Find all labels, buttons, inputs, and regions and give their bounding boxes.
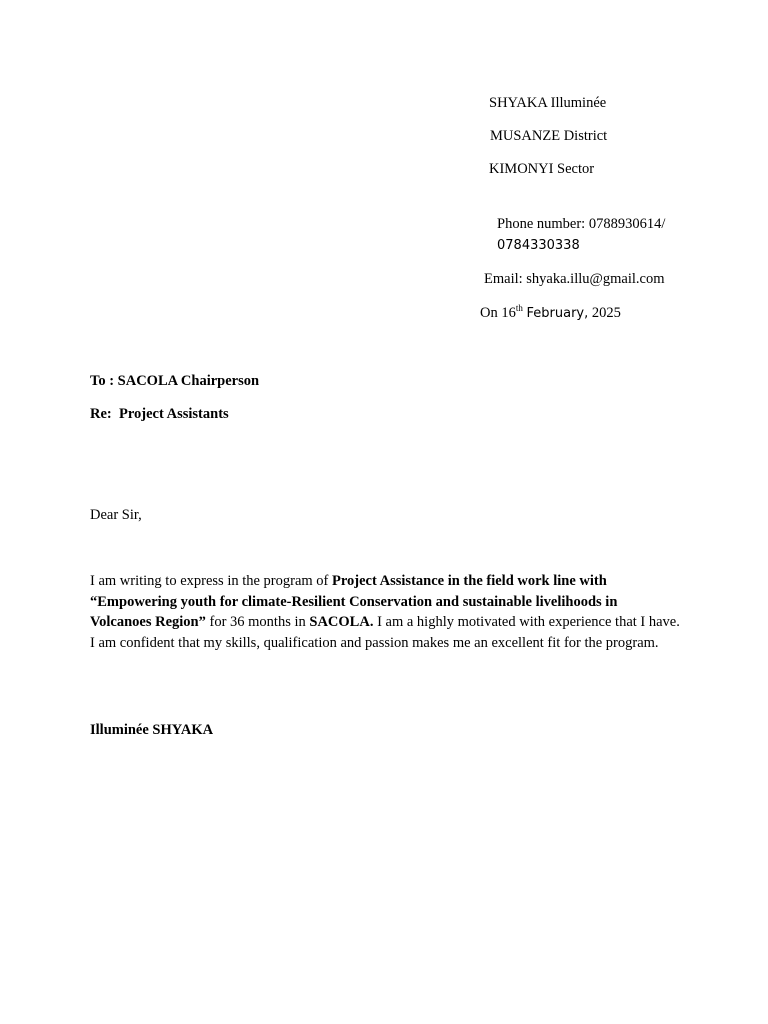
- sender-name: SHYAKA Illuminée: [489, 95, 607, 111]
- sender-phone-second: 0784330338: [497, 238, 580, 253]
- signature: Illuminée SHYAKA: [90, 722, 214, 738]
- subject-line: Re: Project Assistants: [90, 406, 229, 422]
- sender-phone: Phone number: 0788930614/: [497, 216, 666, 232]
- body-text-1: I am writing to express in the program of: [90, 573, 333, 589]
- date-month: February,: [526, 306, 589, 321]
- letter-date: [480, 304, 621, 323]
- date-ordinal: th: [515, 303, 523, 313]
- body-program-title: Project Assistance in the field work line with “Empowering youth for climate-Resilient Conservation and sustainable livelihoods in Volcanoes Region”: [90, 573, 618, 631]
- sender-sector: KIMONYI Sector: [489, 161, 595, 177]
- body-organization: SACOLA.: [309, 614, 374, 631]
- salutation: Dear Sir,: [90, 507, 142, 523]
- date-year: 2025: [588, 305, 621, 321]
- body-paragraph: [90, 571, 680, 654]
- date-prefix: On 16: [480, 305, 516, 321]
- body-text-2: for 36 months in: [205, 614, 310, 631]
- sender-district: MUSANZE District: [490, 128, 608, 144]
- body-text-3: I am a highly motivated with experience that I have. I am confident that my skills, qualification and passion makes me an excellent fit for the program.: [90, 614, 680, 652]
- recipient-line: To : SACOLA Chairperson: [90, 373, 260, 389]
- sender-email: Email: shyaka.illu@gmail.com: [484, 271, 665, 287]
